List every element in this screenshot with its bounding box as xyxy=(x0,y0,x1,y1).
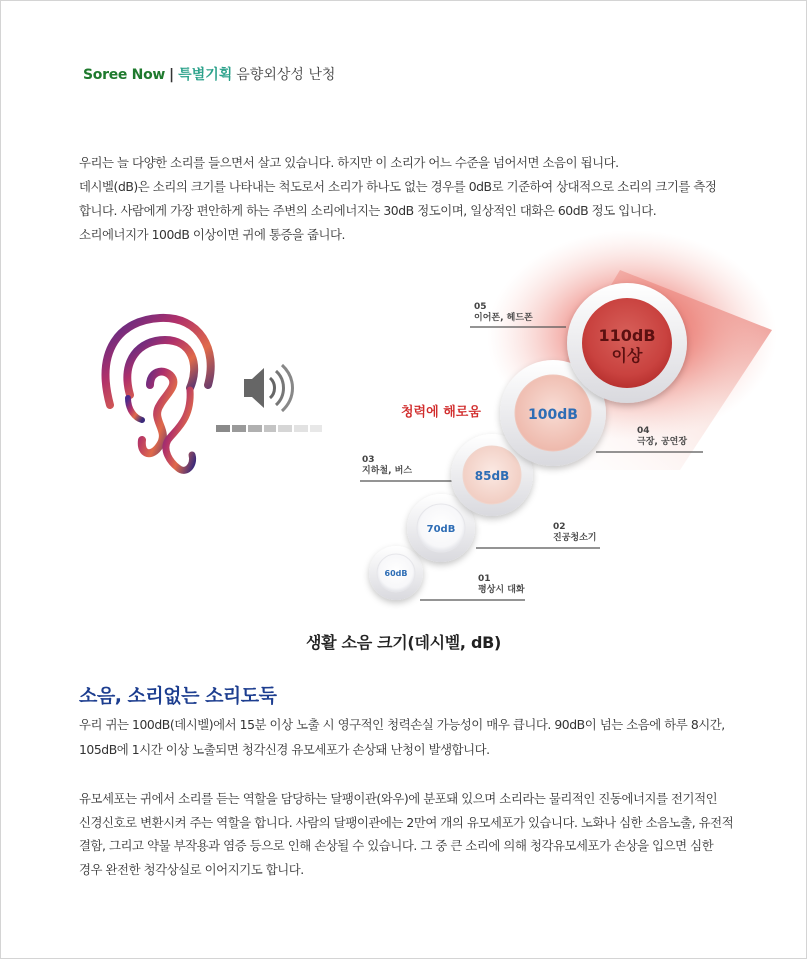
level-value: 110dB xyxy=(598,326,656,345)
intro-line: 합니다. 사람에게 가장 편안하게 하는 주변의 소리에너지는 30dB 정도이며, 일상적인 대화은 60dB 정도 입니다. xyxy=(79,203,657,218)
paragraph-line: 유모세포는 귀에서 소리를 듣는 역할을 담당하는 달팽이관(와우)에 분포돼 있으며 소리라는 물리적인 진동에너지를 전기적인 xyxy=(79,791,718,806)
level-label: 극장, 공연장 xyxy=(637,437,688,447)
level-circle-110 xyxy=(567,283,687,403)
level-number: 03 xyxy=(362,455,375,465)
level-value: 85dB xyxy=(474,469,510,483)
level-label: 지하철, 버스 xyxy=(362,466,413,476)
level-label: 이어폰, 헤드폰 xyxy=(474,313,533,323)
intro-line: 데시벨(dB)은 소리의 크기를 나타내는 척도로서 소리가 하나도 없는 경우를 0dB로 기준하여 상대적으로 소리의 크기를 측정 xyxy=(79,179,717,194)
section-paragraph-1 xyxy=(79,712,739,762)
level-circle-60 xyxy=(369,546,423,600)
intro-line: 소리에너지가 100dB 이상이면 귀에 통증을 줍니다. xyxy=(79,227,346,242)
intro-line: 우리는 늘 다양한 소리를 들으면서 살고 있습니다. 하지만 이 소리가 어느 수준을 넘어서면 소음이 됩니다. xyxy=(79,155,619,170)
level-value: 70dB xyxy=(426,524,456,535)
topic-title: 음향외상성 난청 xyxy=(236,67,336,83)
paragraph-line: 경우 완전한 청각상실로 이어지기도 합니다. xyxy=(79,861,304,877)
section-paragraph-2 xyxy=(79,787,739,881)
level-label: 진공청소기 xyxy=(553,533,597,543)
special-label: 특별기획 xyxy=(178,67,233,83)
level-number: 02 xyxy=(553,522,566,532)
volume-level-bar xyxy=(216,425,322,432)
paragraph-line: 우리 귀는 100dB(데시벨)에서 15분 이상 노출 시 영구적인 청력손실 가능성이 매우 큽니다. 90dB이 넘는 소음에 하루 8시간, xyxy=(79,717,725,732)
level-number: 04 xyxy=(637,426,650,436)
level-number: 01 xyxy=(478,574,491,584)
figure-caption: 생활 소음 크기(데시벨, dB) xyxy=(305,633,502,652)
paragraph-line: 신경신호로 변환시켜 주는 역할을 합니다. 사람의 달팽이관에는 2만여 개의 유모세포가 있습니다. 노화나 심한 소음노출, 유전적 xyxy=(79,814,734,830)
speaker-volume-icon xyxy=(244,365,293,411)
level-label: 평상시 대화 xyxy=(478,585,525,595)
level-number: 05 xyxy=(474,302,487,312)
ear-icon xyxy=(106,318,211,470)
header-separator: | xyxy=(169,67,175,83)
level-value: 60dB xyxy=(384,569,408,578)
paragraph-line: 결함, 그리고 약물 부작용과 염증 등으로 인해 손상될 수 있습니다. 그 중 큰 소리에 의해 청각유모세포가 손상을 입으면 심한 xyxy=(79,838,714,853)
level-value-suffix: 이상 xyxy=(611,346,643,365)
harm-label: 청력에 해로움 xyxy=(401,405,481,420)
level-value: 100dB xyxy=(528,407,578,423)
section-title: 소음, 소리없는 소리도둑 xyxy=(79,685,277,707)
brand-name: Soree Now xyxy=(83,67,166,83)
paragraph-line: 105dB에 1시간 이상 노출되면 청각신경 유모세포가 손상돼 난청이 발생합니다. xyxy=(79,742,490,757)
